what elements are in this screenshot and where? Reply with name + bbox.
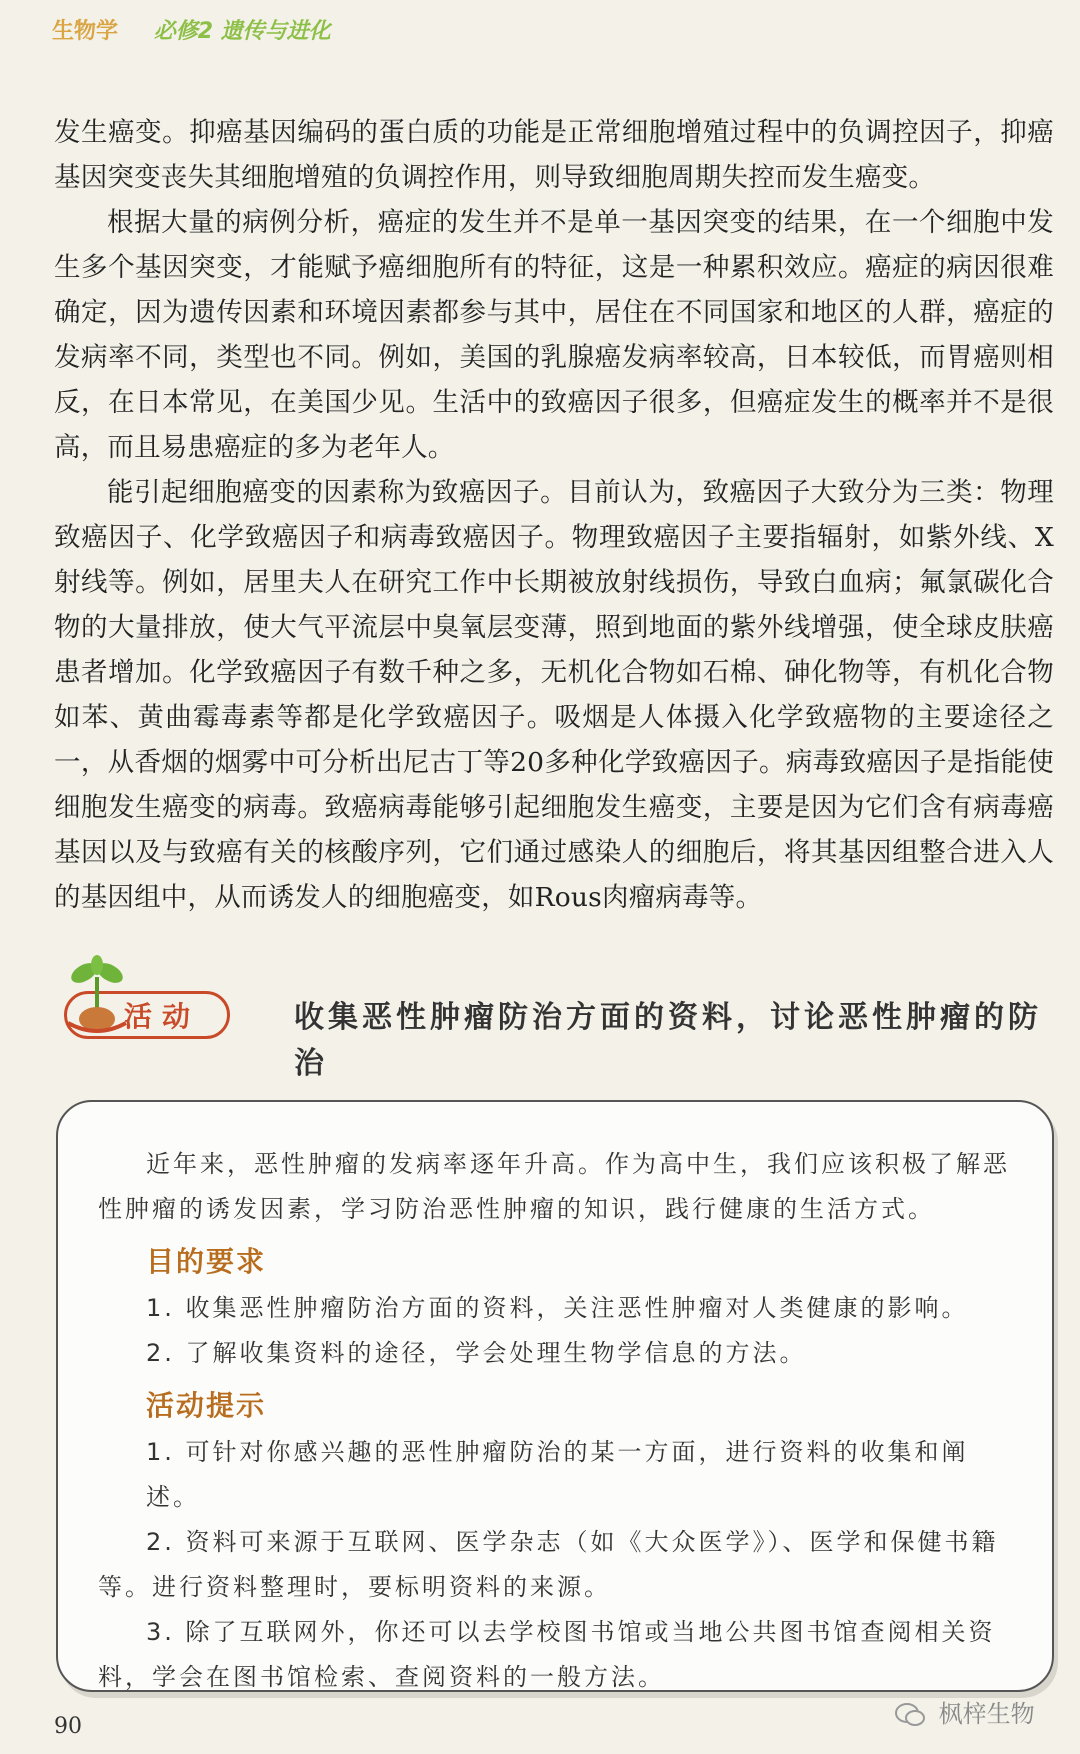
book-title: 必修2 遗传与进化 xyxy=(153,19,331,44)
watermark xyxy=(895,1694,1035,1729)
running-header xyxy=(52,14,331,45)
sprout-icon xyxy=(62,955,132,1035)
watermark-text: 枫梓生物 xyxy=(938,1700,1035,1728)
paragraph-3: 能引起细胞癌变的因素称为致癌因子。目前认为，致癌因子大致分为三类：物理致癌因子、化学致癌因子和病毒致癌因子。物理致癌因子主要指辐射，如紫外线、X射线等。例如，居里夫人在研究工作中长期被放射线损伤，导致白血病；氟氯碳化合物的大量排放，使大气平流层中臭氧层变薄，照到地面的紫外线增强，使全球皮肤癌患者增加。化学致癌因子有数千种之多，无机化合物如石棉、砷化物等，有机化合物如苯、黄曲霉毒素等都是化学致癌因子。吸烟是人体摄入化学致癌物的主要途径之一，从香烟的烟雾中可分析出尼古丁等20多种化学致癌因子。病毒致癌因子是指能使细胞发生癌变的病毒。致癌病毒能够引起细胞发生癌变，主要是因为它们含有病毒癌基因以及与致癌有关的核酸序列，它们通过感染人的细胞后，将其基因组整合进入人的基因组中，从而诱发人的细胞癌变，如Rous肉瘤病毒等。 xyxy=(54,477,1054,913)
tip-item: 2. 资料可来源于互联网、医学杂志（如《大众医学》）、医学和保健书籍等。进行资料整理时，要标明资料的来源。 xyxy=(98,1528,999,1601)
subject-title: 生物学 xyxy=(52,19,119,44)
tip-item: 3. 除了互联网外，你还可以去学校图书馆或当地公共图书馆查阅相关资料，学会在图书馆检索、查阅资料的一般方法。 xyxy=(98,1618,996,1691)
goal-item: 1. 收集恶性肿瘤防治方面的资料，关注恶性肿瘤对人类健康的影响。 xyxy=(146,1294,969,1322)
tips-heading: 活动提示 xyxy=(146,1389,267,1422)
page-number: 90 xyxy=(54,1714,82,1739)
activity-intro: 近年来，恶性肿瘤的发病率逐年升高。作为高中生，我们应该积极了解恶性肿瘤的诱发因素，学习防治恶性肿瘤的知识，践行健康的生活方式。 xyxy=(98,1150,1010,1223)
activity-content xyxy=(98,1142,1018,1700)
badge-label: 活动 xyxy=(124,1000,201,1033)
activity-title: 收集恶性肿瘤防治方面的资料，讨论恶性肿瘤的防治 xyxy=(294,1000,1042,1081)
activity-badge xyxy=(54,955,224,1035)
paragraph-2: 根据大量的病例分析，癌症的发生并不是单一基因突变的结果，在一个细胞中发生多个基因突变，才能赋予癌细胞所有的特征，这是一种累积效应。癌症的病因很难确定，因为遗传因素和环境因素都参与其中，居住在不同国家和地区的人群，癌症的发病率不同，类型也不同。例如，美国的乳腺癌发病率较高，日本较低，而胃癌则相反，在日本常见，在美国少见。生活中的致癌因子很多，但癌症发生的概率并不是很高，而且易患癌症的多为老年人。 xyxy=(54,207,1054,463)
activity-header xyxy=(54,955,1054,1081)
activity-box xyxy=(56,1100,1054,1692)
tip-item: 1. 可针对你感兴趣的恶性肿瘤防治的某一方面，进行资料的收集和阐述。 xyxy=(146,1438,969,1511)
wechat-icon xyxy=(895,1702,925,1728)
goal-item: 2. 了解收集资料的途径，学会处理生物学信息的方法。 xyxy=(146,1339,807,1367)
paragraph-1: 发生癌变。抑癌基因编码的蛋白质的功能是正常细胞增殖过程中的负调控因子，抑癌基因突变丧失其细胞增殖的负调控作用，则导致细胞周期失控而发生癌变。 xyxy=(54,117,1054,193)
goals-heading: 目的要求 xyxy=(146,1245,267,1278)
main-text xyxy=(54,110,1054,920)
